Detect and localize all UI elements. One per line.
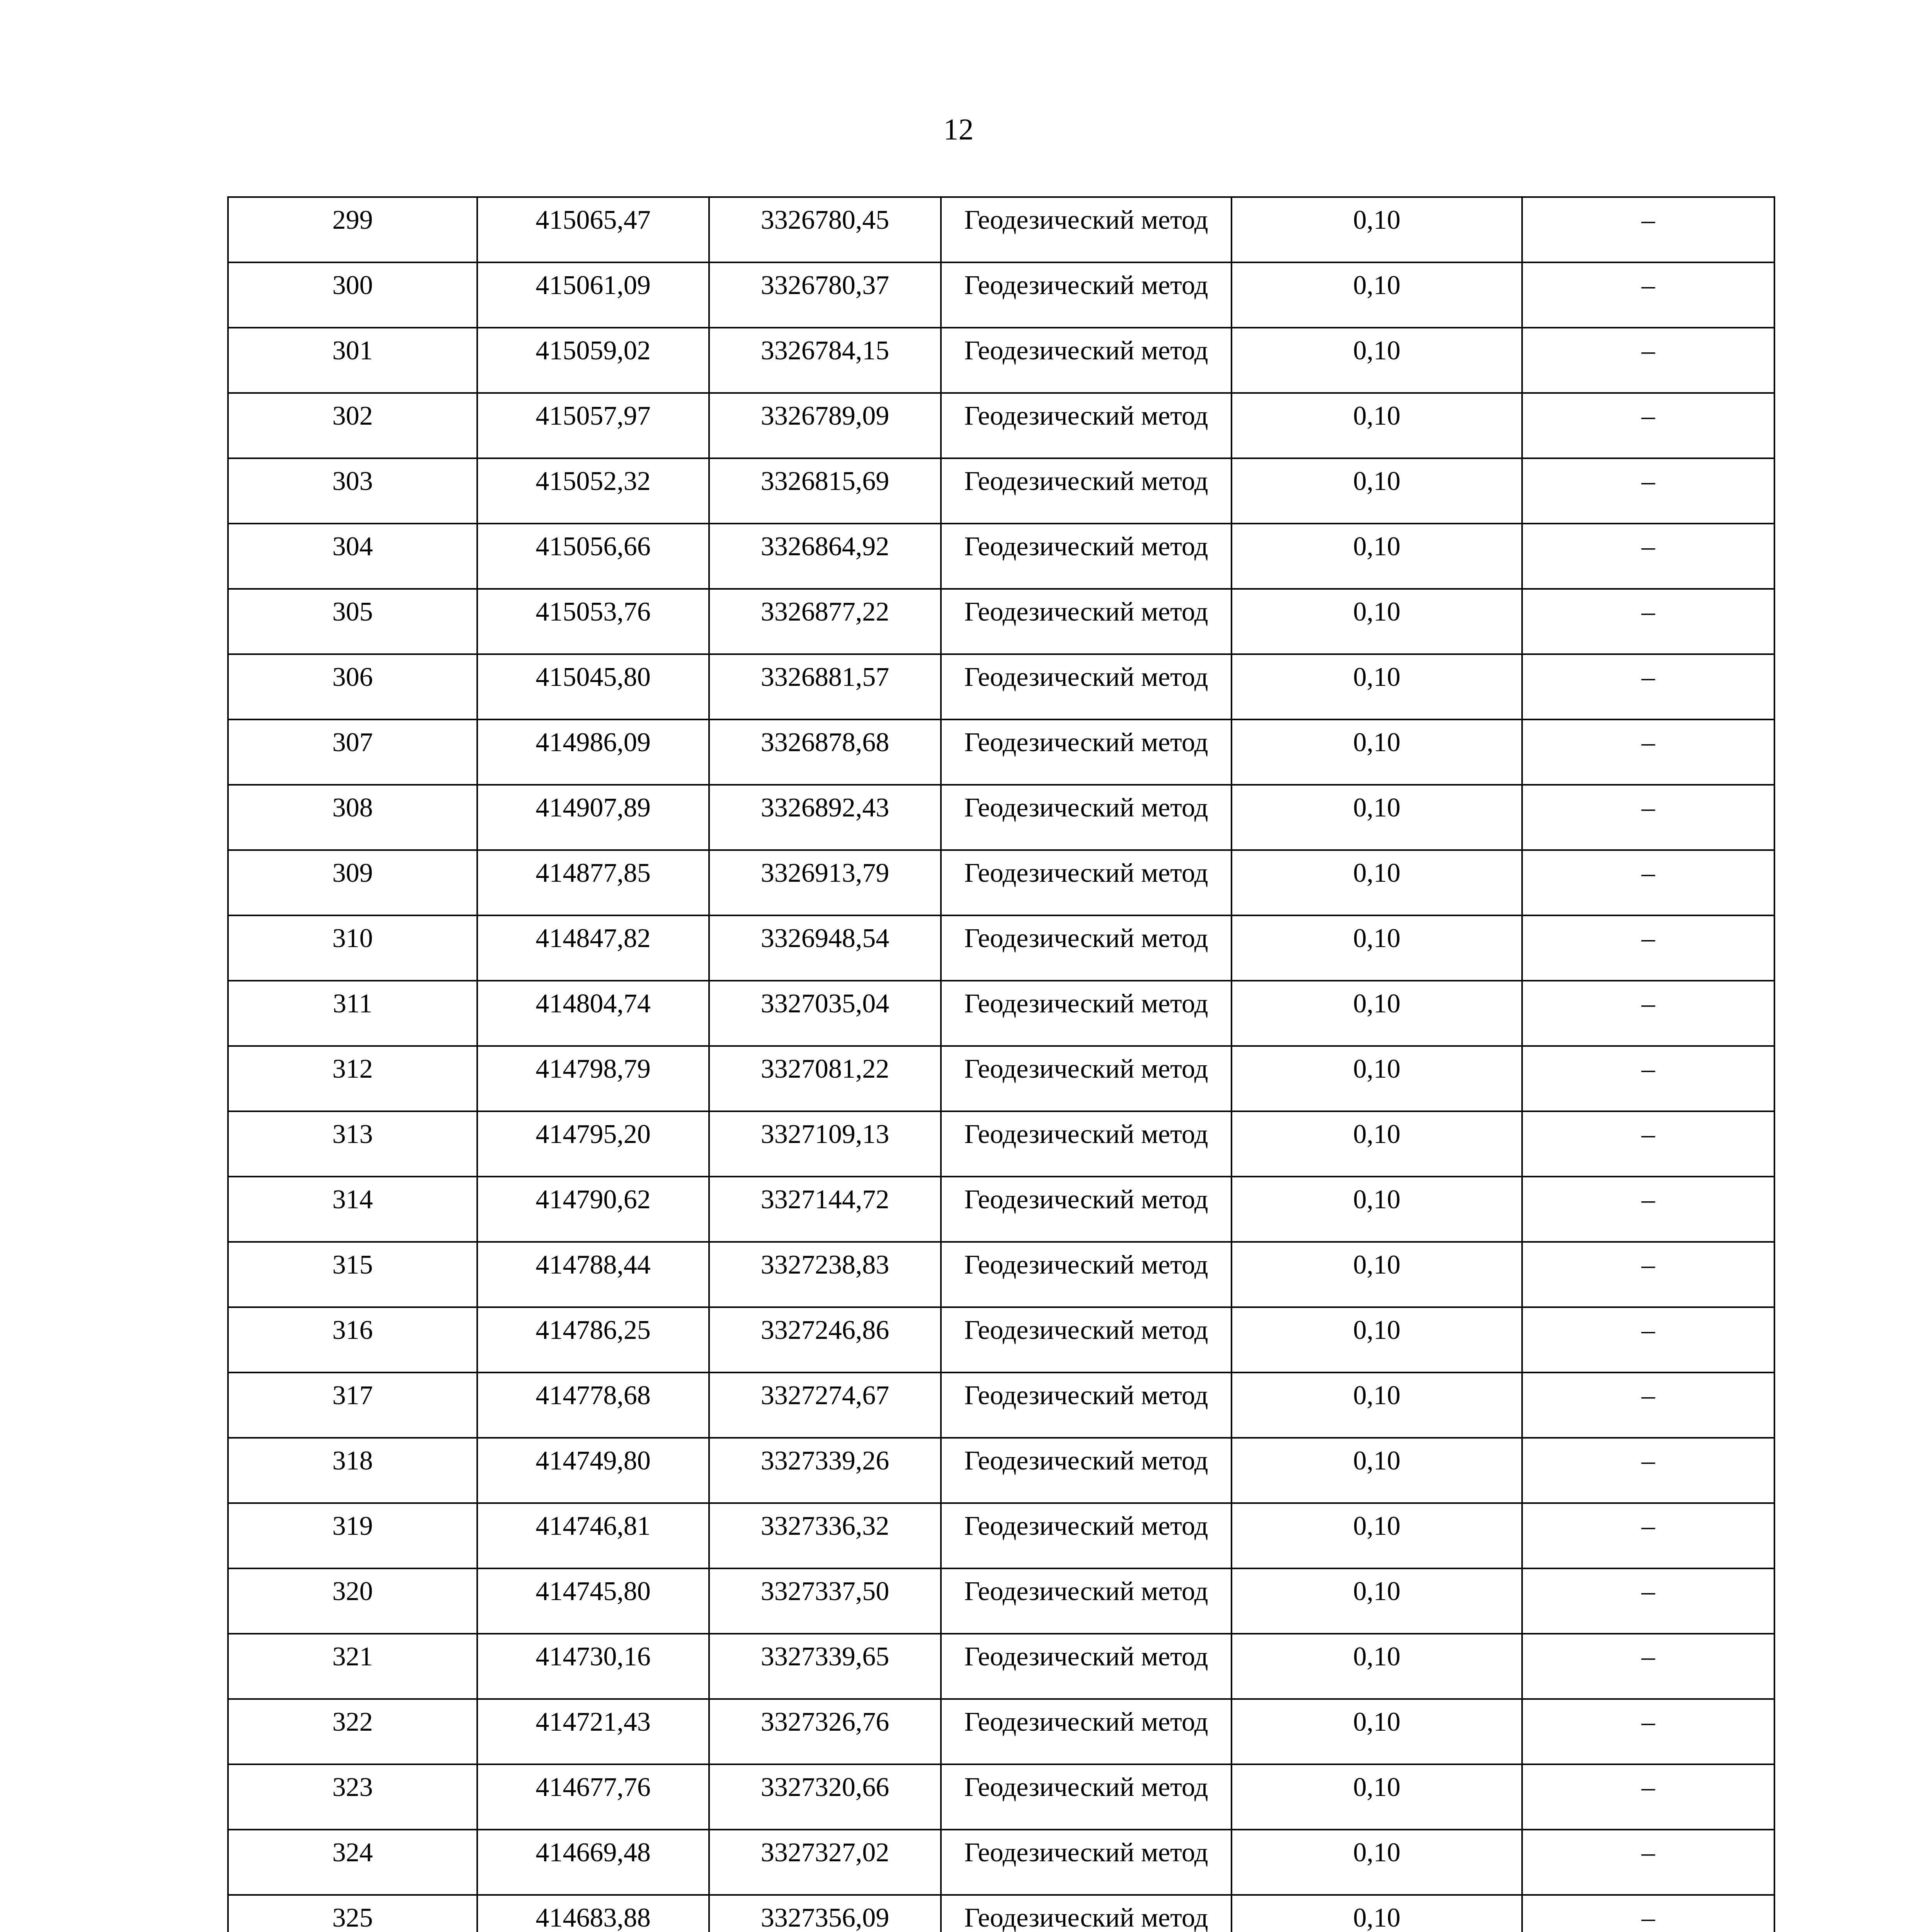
coordinate-y-cell: 3327144,72 xyxy=(709,1177,941,1242)
coordinate-y-cell: 3326780,45 xyxy=(709,197,941,262)
accuracy-cell: 0,10 xyxy=(1232,328,1522,393)
method-cell: Геодезический метод xyxy=(941,1438,1232,1503)
coordinate-x-cell: 414804,74 xyxy=(477,981,709,1046)
coordinate-x-cell: 415052,32 xyxy=(477,458,709,524)
coordinate-x-cell: 414746,81 xyxy=(477,1503,709,1568)
coordinates-table-body xyxy=(228,197,1774,1932)
table-row xyxy=(228,1699,1774,1764)
method-cell: Геодезический метод xyxy=(941,1177,1232,1242)
description-cell: – xyxy=(1522,1177,1774,1242)
accuracy-cell: 0,10 xyxy=(1232,1307,1522,1372)
accuracy-cell: 0,10 xyxy=(1232,1699,1522,1764)
point-number-cell: 317 xyxy=(228,1372,477,1438)
coordinate-y-cell: 3327336,32 xyxy=(709,1503,941,1568)
coordinate-y-cell: 3327326,76 xyxy=(709,1699,941,1764)
description-cell: – xyxy=(1522,458,1774,524)
method-cell: Геодезический метод xyxy=(941,654,1232,719)
accuracy-cell: 0,10 xyxy=(1232,785,1522,850)
description-cell: – xyxy=(1522,1634,1774,1699)
coordinate-y-cell: 3326913,79 xyxy=(709,850,941,915)
point-number-cell: 323 xyxy=(228,1764,477,1830)
coordinate-x-cell: 414847,82 xyxy=(477,915,709,981)
coordinate-y-cell: 3326864,92 xyxy=(709,524,941,589)
method-cell: Геодезический метод xyxy=(941,589,1232,654)
coordinate-y-cell: 3327238,83 xyxy=(709,1242,941,1307)
table-row xyxy=(228,197,1774,262)
accuracy-cell: 0,10 xyxy=(1232,1634,1522,1699)
coordinate-x-cell: 414790,62 xyxy=(477,1177,709,1242)
coordinate-y-cell: 3326877,22 xyxy=(709,589,941,654)
coordinate-y-cell: 3326948,54 xyxy=(709,915,941,981)
accuracy-cell: 0,10 xyxy=(1232,1830,1522,1895)
coordinate-x-cell: 414795,20 xyxy=(477,1111,709,1177)
method-cell: Геодезический метод xyxy=(941,915,1232,981)
coordinate-x-cell: 414677,76 xyxy=(477,1764,709,1830)
point-number-cell: 305 xyxy=(228,589,477,654)
point-number-cell: 310 xyxy=(228,915,477,981)
point-number-cell: 311 xyxy=(228,981,477,1046)
method-cell: Геодезический метод xyxy=(941,1242,1232,1307)
method-cell: Геодезический метод xyxy=(941,1830,1232,1895)
coordinate-x-cell: 414669,48 xyxy=(477,1830,709,1895)
accuracy-cell: 0,10 xyxy=(1232,1503,1522,1568)
coordinate-x-cell: 414798,79 xyxy=(477,1046,709,1111)
description-cell: – xyxy=(1522,524,1774,589)
method-cell: Геодезический метод xyxy=(941,1764,1232,1830)
table-row xyxy=(228,524,1774,589)
coordinate-x-cell: 414877,85 xyxy=(477,850,709,915)
accuracy-cell: 0,10 xyxy=(1232,1046,1522,1111)
description-cell: – xyxy=(1522,850,1774,915)
accuracy-cell: 0,10 xyxy=(1232,1438,1522,1503)
table-row xyxy=(228,1503,1774,1568)
point-number-cell: 318 xyxy=(228,1438,477,1503)
accuracy-cell: 0,10 xyxy=(1232,654,1522,719)
coordinate-x-cell: 414730,16 xyxy=(477,1634,709,1699)
table-row xyxy=(228,1372,1774,1438)
point-number-cell: 321 xyxy=(228,1634,477,1699)
accuracy-cell: 0,10 xyxy=(1232,1764,1522,1830)
point-number-cell: 309 xyxy=(228,850,477,915)
accuracy-cell: 0,10 xyxy=(1232,1568,1522,1634)
accuracy-cell: 0,10 xyxy=(1232,262,1522,328)
point-number-cell: 312 xyxy=(228,1046,477,1111)
point-number-cell: 308 xyxy=(228,785,477,850)
description-cell: – xyxy=(1522,654,1774,719)
method-cell: Геодезический метод xyxy=(941,458,1232,524)
coordinate-y-cell: 3327339,26 xyxy=(709,1438,941,1503)
accuracy-cell: 0,10 xyxy=(1232,1372,1522,1438)
description-cell: – xyxy=(1522,719,1774,785)
accuracy-cell: 0,10 xyxy=(1232,719,1522,785)
coordinate-y-cell: 3327246,86 xyxy=(709,1307,941,1372)
table-row xyxy=(228,1307,1774,1372)
description-cell: – xyxy=(1522,589,1774,654)
table-row xyxy=(228,981,1774,1046)
accuracy-cell: 0,10 xyxy=(1232,524,1522,589)
description-cell: – xyxy=(1522,1438,1774,1503)
accuracy-cell: 0,10 xyxy=(1232,981,1522,1046)
coordinate-y-cell: 3326780,37 xyxy=(709,262,941,328)
point-number-cell: 304 xyxy=(228,524,477,589)
point-number-cell: 324 xyxy=(228,1830,477,1895)
table-row xyxy=(228,654,1774,719)
point-number-cell: 306 xyxy=(228,654,477,719)
description-cell: – xyxy=(1522,1307,1774,1372)
point-number-cell: 319 xyxy=(228,1503,477,1568)
method-cell: Геодезический метод xyxy=(941,1568,1232,1634)
coordinate-y-cell: 3327320,66 xyxy=(709,1764,941,1830)
coordinate-y-cell: 3326789,09 xyxy=(709,393,941,458)
accuracy-cell: 0,10 xyxy=(1232,197,1522,262)
table-row xyxy=(228,1568,1774,1634)
description-cell: – xyxy=(1522,262,1774,328)
accuracy-cell: 0,10 xyxy=(1232,589,1522,654)
description-cell: – xyxy=(1522,1046,1774,1111)
coordinate-x-cell: 415065,47 xyxy=(477,197,709,262)
method-cell: Геодезический метод xyxy=(941,1307,1232,1372)
coordinate-y-cell: 3327337,50 xyxy=(709,1568,941,1634)
coordinate-y-cell: 3327327,02 xyxy=(709,1830,941,1895)
page-number: 12 xyxy=(943,112,974,146)
coordinate-x-cell: 414749,80 xyxy=(477,1438,709,1503)
table-row xyxy=(228,1830,1774,1895)
coordinates-table xyxy=(227,196,1775,1932)
description-cell: – xyxy=(1522,1830,1774,1895)
point-number-cell: 320 xyxy=(228,1568,477,1634)
description-cell: – xyxy=(1522,981,1774,1046)
accuracy-cell: 0,10 xyxy=(1232,458,1522,524)
table-row xyxy=(228,1438,1774,1503)
accuracy-cell: 0,10 xyxy=(1232,1111,1522,1177)
coordinate-x-cell: 414788,44 xyxy=(477,1242,709,1307)
description-cell: – xyxy=(1522,1503,1774,1568)
description-cell: – xyxy=(1522,1242,1774,1307)
accuracy-cell: 0,10 xyxy=(1232,1242,1522,1307)
method-cell: Геодезический метод xyxy=(941,850,1232,915)
table-row xyxy=(228,1111,1774,1177)
description-cell: – xyxy=(1522,915,1774,981)
method-cell: Геодезический метод xyxy=(941,197,1232,262)
method-cell: Геодезический метод xyxy=(941,393,1232,458)
coordinate-y-cell: 3326881,57 xyxy=(709,654,941,719)
accuracy-cell: 0,10 xyxy=(1232,1895,1522,1932)
coordinate-y-cell: 3326815,69 xyxy=(709,458,941,524)
point-number-cell: 315 xyxy=(228,1242,477,1307)
coordinate-y-cell: 3326892,43 xyxy=(709,785,941,850)
table-row xyxy=(228,1634,1774,1699)
coordinate-x-cell: 415053,76 xyxy=(477,589,709,654)
coordinate-y-cell: 3327035,04 xyxy=(709,981,941,1046)
coordinate-x-cell: 415059,02 xyxy=(477,328,709,393)
coordinate-x-cell: 414986,09 xyxy=(477,719,709,785)
method-cell: Геодезический метод xyxy=(941,1046,1232,1111)
point-number-cell: 313 xyxy=(228,1111,477,1177)
coordinate-x-cell: 414907,89 xyxy=(477,785,709,850)
coordinate-y-cell: 3327081,22 xyxy=(709,1046,941,1111)
table-row xyxy=(228,393,1774,458)
coordinate-x-cell: 415045,80 xyxy=(477,654,709,719)
coordinate-x-cell: 414786,25 xyxy=(477,1307,709,1372)
method-cell: Геодезический метод xyxy=(941,1503,1232,1568)
description-cell: – xyxy=(1522,1111,1774,1177)
coordinate-x-cell: 415056,66 xyxy=(477,524,709,589)
method-cell: Геодезический метод xyxy=(941,785,1232,850)
point-number-cell: 300 xyxy=(228,262,477,328)
accuracy-cell: 0,10 xyxy=(1232,393,1522,458)
coordinate-y-cell: 3327356,09 xyxy=(709,1895,941,1932)
table-row xyxy=(228,1242,1774,1307)
coordinate-y-cell: 3327339,65 xyxy=(709,1634,941,1699)
point-number-cell: 314 xyxy=(228,1177,477,1242)
method-cell: Геодезический метод xyxy=(941,981,1232,1046)
table-row xyxy=(228,785,1774,850)
table-row xyxy=(228,850,1774,915)
point-number-cell: 299 xyxy=(228,197,477,262)
method-cell: Геодезический метод xyxy=(941,524,1232,589)
point-number-cell: 316 xyxy=(228,1307,477,1372)
method-cell: Геодезический метод xyxy=(941,719,1232,785)
method-cell: Геодезический метод xyxy=(941,1634,1232,1699)
method-cell: Геодезический метод xyxy=(941,262,1232,328)
point-number-cell: 325 xyxy=(228,1895,477,1932)
point-number-cell: 303 xyxy=(228,458,477,524)
point-number-cell: 301 xyxy=(228,328,477,393)
description-cell: – xyxy=(1522,1372,1774,1438)
method-cell: Геодезический метод xyxy=(941,1895,1232,1932)
coordinate-y-cell: 3326878,68 xyxy=(709,719,941,785)
table-row xyxy=(228,915,1774,981)
point-number-cell: 322 xyxy=(228,1699,477,1764)
point-number-cell: 302 xyxy=(228,393,477,458)
description-cell: – xyxy=(1522,328,1774,393)
coordinate-y-cell: 3327109,13 xyxy=(709,1111,941,1177)
accuracy-cell: 0,10 xyxy=(1232,1177,1522,1242)
method-cell: Геодезический метод xyxy=(941,1699,1232,1764)
table-row xyxy=(228,1177,1774,1242)
table-row xyxy=(228,328,1774,393)
description-cell: – xyxy=(1522,1699,1774,1764)
table-row xyxy=(228,1895,1774,1932)
description-cell: – xyxy=(1522,197,1774,262)
description-cell: – xyxy=(1522,1568,1774,1634)
coordinate-y-cell: 3326784,15 xyxy=(709,328,941,393)
description-cell: – xyxy=(1522,1764,1774,1830)
coordinate-x-cell: 414683,88 xyxy=(477,1895,709,1932)
coordinate-x-cell: 415057,97 xyxy=(477,393,709,458)
coordinate-x-cell: 414778,68 xyxy=(477,1372,709,1438)
method-cell: Геодезический метод xyxy=(941,1111,1232,1177)
point-number-cell: 307 xyxy=(228,719,477,785)
description-cell: – xyxy=(1522,1895,1774,1932)
table-row xyxy=(228,458,1774,524)
table-row xyxy=(228,262,1774,328)
description-cell: – xyxy=(1522,785,1774,850)
table-row xyxy=(228,1764,1774,1830)
coordinate-x-cell: 414721,43 xyxy=(477,1699,709,1764)
table-row xyxy=(228,589,1774,654)
accuracy-cell: 0,10 xyxy=(1232,915,1522,981)
table-row xyxy=(228,1046,1774,1111)
coordinate-y-cell: 3327274,67 xyxy=(709,1372,941,1438)
coordinate-x-cell: 414745,80 xyxy=(477,1568,709,1634)
description-cell: – xyxy=(1522,393,1774,458)
coordinate-x-cell: 415061,09 xyxy=(477,262,709,328)
method-cell: Геодезический метод xyxy=(941,1372,1232,1438)
accuracy-cell: 0,10 xyxy=(1232,850,1522,915)
method-cell: Геодезический метод xyxy=(941,328,1232,393)
table-row xyxy=(228,719,1774,785)
